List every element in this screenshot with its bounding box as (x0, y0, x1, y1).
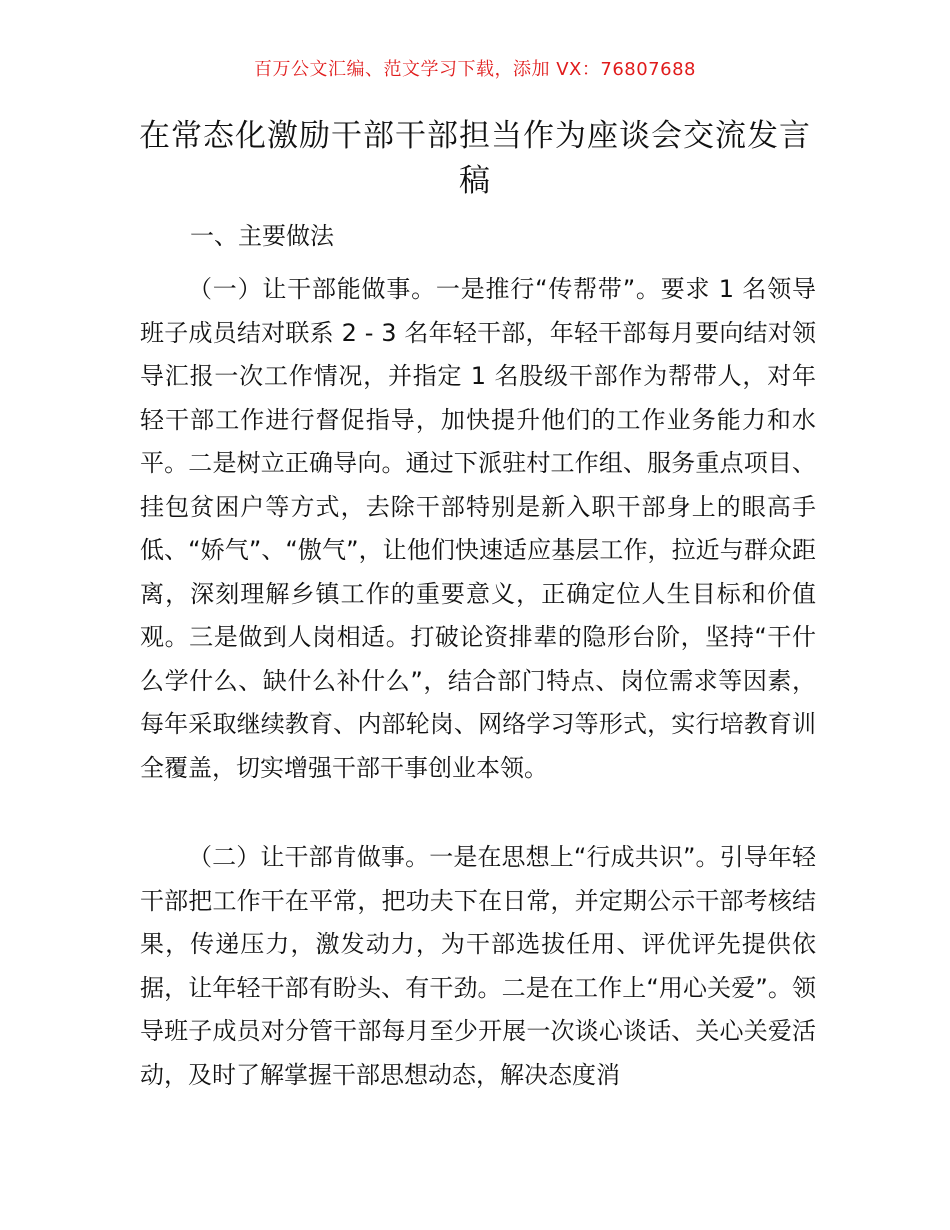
section-heading: 一、主要做法 (190, 222, 334, 250)
watermark-banner: 百万公文汇编、范文学习下载，添加 VX：76807688 (254, 59, 696, 80)
paragraph-1: （一）让干部能做事。一是推行“传帮带”。要求 1 名领导班子成员结对联系 2 - 3 名年轻干部，年轻干部每月要向结对领导汇报一次工作情况，并指定 1 名股级干部作为帮带人，对年轻干部工作进行督促指导，加快提升他们的工作业务能力和水平。二是树立正确导向。通过下派驻村工作组、服务重点项目、挂包贫困户等方式，去除干部特别是新入职干部身上的眼高手低、“娇气”、“傲气”，让他们快速适应基层工作，拉近与群众距离，深刻理解乡镇工作的重要意义，正确定位人生目标和价值观。三是做到人岗相适。打破论资排辈的隐形台阶，坚持“干什么学什么、缺什么补什么”，结合部门特点、岗位需求等因素，每年采取继续教育、内部轮岗、网络学习等形式，实行培教育训全覆盖，切实增强干部干事创业本领。 (140, 275, 816, 782)
document-title: 在常态化激励干部干部担当作为座谈会交流发言稿 (139, 118, 811, 199)
paragraph-2: （二）让干部肯做事。一是在思想上“行成共识”。引导年轻干部把工作干在平常，把功夫下在日常，并定期公示干部考核结果，传递压力，激发动力，为干部选拔任用、评优评先提供依据，让年轻干部有盼头、有干劲。二是在工作上“用心关爱”。领导班子成员对分管干部每月至少开展一次谈心谈话、关心关爱活动，及时了解掌握干部思想动态，解决态度消 (140, 843, 816, 1089)
